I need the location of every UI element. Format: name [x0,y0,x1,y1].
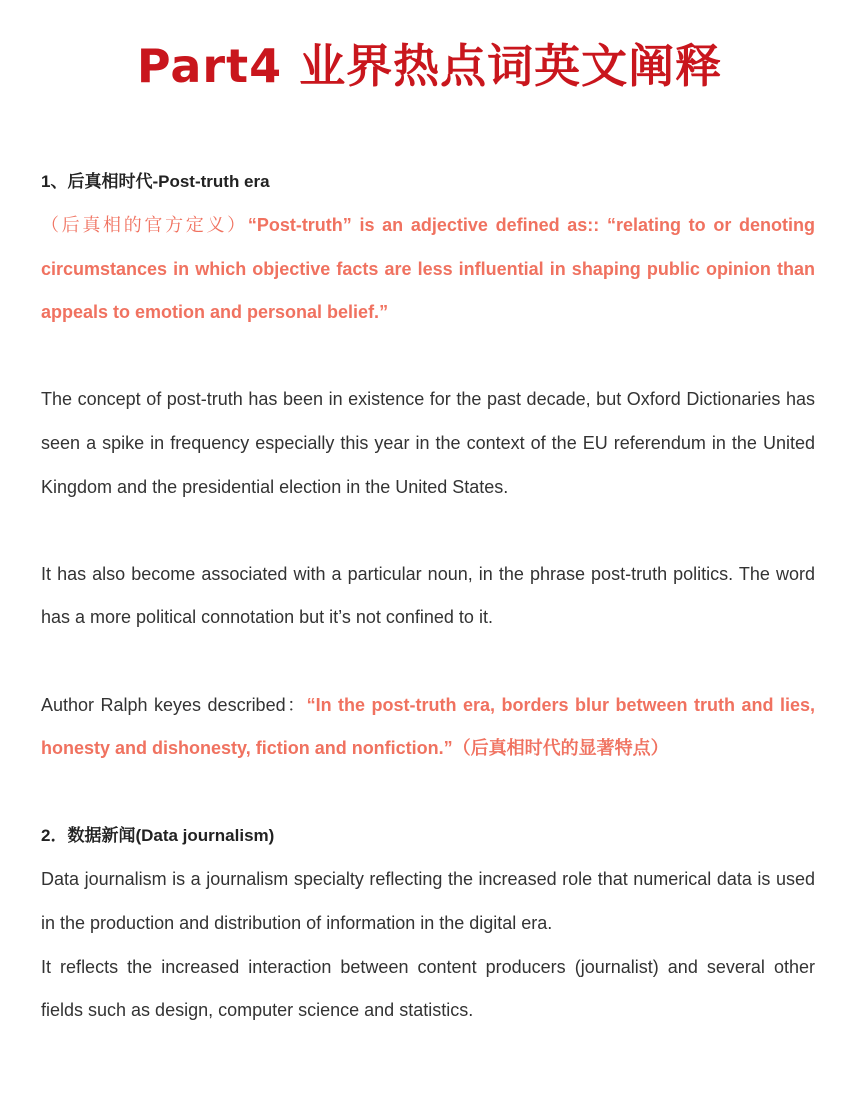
section-1-heading: 1、后真相时代-Post-truth era [41,172,270,191]
document-content [41,160,815,1033]
spacer [41,640,815,684]
section-2-paragraph-1: Data journalism is a journalism specialty reflecting the increased role that numerical data is used in the production and distribution of information in the digital era. [41,869,815,933]
section-1-paragraph-1: The concept of post-truth has been in existence for the past decade, but Oxford Dictionaries has seen a spike in frequency especially this year in the context of the EU referendum in the United Kingdom and the presidential election in the United States. [41,389,815,497]
definition-text: “Post-truth” is an adjective defined as:: “relating to or denoting circumstances in which objective facts are less influential in shaping public opinion than appeals to emotion and personal belief.” [41,215,815,323]
section-1-paragraph-2: It has also become associated with a particular noun, in the phrase post-truth politics. The word has a more political connotation but it’s not confined to it. [41,563,815,628]
section-2-paragraph-2: It reflects the increased interaction between content producers (journalist) and several other fields such as design, computer science and statistics. [41,956,815,1021]
post-truth-definition [41,204,815,335]
quote-intro: Author Ralph keyes described： [41,694,307,715]
quote-text: “In the post-truth era, borders blur between truth and lies, honesty and dishonesty, fiction and nonfiction.”（后真相时代的显著特点） [41,694,816,759]
spacer [41,509,815,553]
definition-prefix: （后真相的官方定义） [41,215,248,235]
spacer [41,771,815,815]
section-2-heading: 2．数据新闻(Data journalism) [41,826,275,846]
spacer [41,335,815,379]
page-title: Part4 业界热点词英文阐释 [136,39,723,93]
ralph-keyes-quote [41,684,815,771]
